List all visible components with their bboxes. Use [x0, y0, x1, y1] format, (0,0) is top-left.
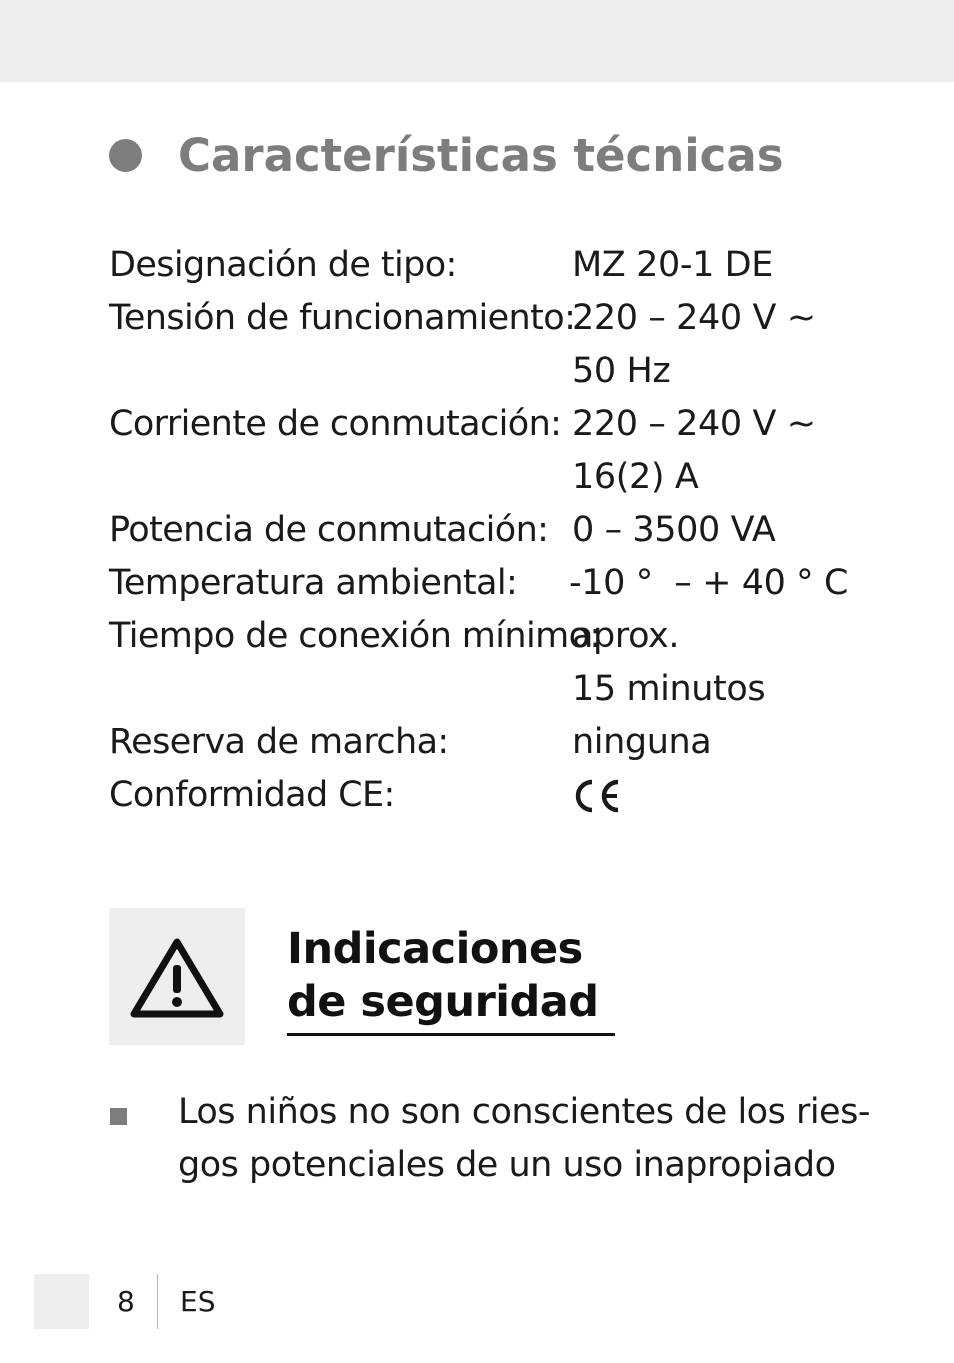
spec-value: 220 – 240 V ~: [572, 298, 816, 338]
spec-row-min-connection-time: [109, 610, 869, 716]
list-item-line: Los niños no son conscientes de los ries-: [178, 1092, 870, 1132]
spec-label: Designación de tipo:: [109, 245, 457, 285]
spec-label: Temperatura ambiental:: [109, 563, 518, 603]
list-item-line: gos potenciales de un uso inapropiado: [178, 1145, 836, 1185]
safety-heading: [287, 923, 599, 1029]
spec-label: Potencia de conmutación:: [109, 510, 549, 550]
spec-value-group: [572, 239, 773, 292]
spec-label: Reserva de marcha:: [109, 722, 449, 762]
top-band: [0, 0, 954, 82]
heading-underline: [287, 1033, 615, 1036]
spec-value-group: [572, 292, 816, 398]
ce-mark-icon: [572, 769, 622, 822]
spec-value: MZ 20-1 DE: [572, 245, 773, 285]
spec-value-group: [572, 610, 765, 716]
spec-value: 0 – 3500 VA: [572, 510, 776, 550]
spec-label: Conformidad CE:: [109, 775, 395, 815]
spec-value: 220 – 240 V ~: [572, 404, 816, 444]
spec-label: Tiempo de conexión mínimo:: [109, 616, 601, 656]
specs-table: [109, 239, 869, 822]
spec-label: Corriente de conmutación:: [109, 404, 562, 444]
spec-value: ninguna: [572, 722, 712, 762]
spec-value: 50 Hz: [572, 351, 671, 391]
spec-value: -10 ° – + 40 ° C: [569, 563, 849, 603]
spec-row-ce-conformity: [109, 769, 869, 822]
spec-row-power-reserve: [109, 716, 869, 769]
safety-heading-line: Indicaciones: [287, 924, 583, 974]
circle-bullet-icon: [109, 139, 142, 172]
page-number: 8: [117, 1285, 135, 1318]
spec-value: 16(2) A: [572, 457, 699, 497]
footer-box: [34, 1274, 89, 1329]
spec-label: Tensión de funcionamiento:: [109, 298, 576, 338]
safety-heading-line: de seguridad: [287, 977, 599, 1027]
warning-box: [109, 908, 245, 1045]
spec-value: aprox.: [572, 616, 680, 656]
spec-value-group: [572, 398, 816, 504]
footer-divider: [157, 1274, 158, 1329]
spec-value: 15 minutos: [572, 669, 766, 709]
spec-value-group: [572, 504, 775, 557]
spec-row-operating-voltage: [109, 292, 869, 398]
spec-row-ambient-temperature: [109, 557, 869, 610]
section-title: Características técnicas: [178, 129, 784, 182]
spec-row-type: [109, 239, 869, 292]
square-bullet-icon: [110, 1108, 127, 1125]
spec-row-switching-current: [109, 398, 869, 504]
language-code: ES: [180, 1285, 216, 1318]
warning-triangle-icon: [127, 933, 227, 1021]
spec-row-switching-power: [109, 504, 869, 557]
spec-value-group: [572, 716, 711, 769]
spec-value-group: [569, 557, 849, 610]
list-item: [178, 1086, 868, 1192]
